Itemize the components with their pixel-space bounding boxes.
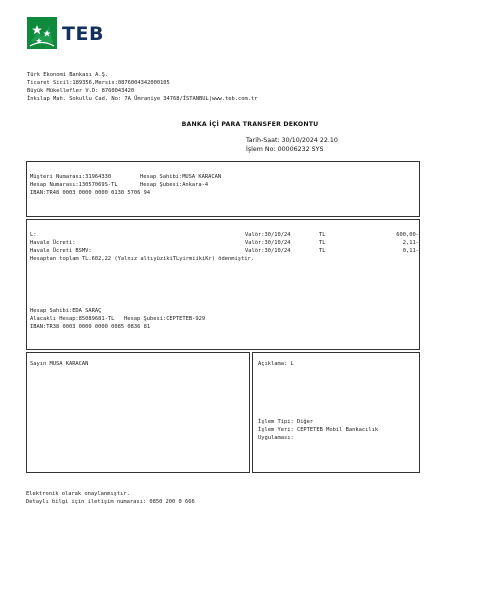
- transaction-row: L: Valör:30/10/24 TL 600,00-: [30, 232, 419, 238]
- receiver-iban: IBAN:TR38 0003 0000 0000 0085 0836 81: [30, 324, 151, 330]
- transaction-box: [26, 219, 420, 350]
- receiver-account-holder: Hesap Sahibi:EDA SARAÇ: [30, 308, 102, 314]
- receiver-account: Alacaklı Hesap:85089681-TL: [30, 316, 115, 322]
- greeting-box: [26, 352, 250, 473]
- transaction-channel: İşlem Yeri: CEPTETEB Mobil Bankacılık: [258, 427, 379, 433]
- footer-notes: [26, 491, 195, 507]
- trade-registry: Ticaret Sicil:189356,Mersis:0876004342000105: [27, 79, 170, 86]
- transaction-row: Havale Ücreti: Valör:30/10/24 TL 2,11-: [30, 240, 419, 246]
- greeting-text: Sayın MUSA KARACAN: [30, 361, 89, 367]
- receiver-branch: Hesap Şubesi:CEPTETEB-929: [124, 316, 206, 322]
- company-name: Türk Ekonomi Bankası A.Ş.: [27, 72, 109, 78]
- company-info: [27, 72, 257, 104]
- details-box: [252, 352, 420, 473]
- contact-info: Detaylı bilgi için iletişim numarası: 0850 200 0 666: [26, 498, 195, 505]
- description: Açıklama: L: [258, 361, 294, 367]
- sender-account-holder: Hesap Sahibi:MUSA KARACAN: [140, 174, 222, 180]
- sender-account-number: Hesap Numarası:13057069S-TL: [30, 182, 118, 188]
- transaction-datetime: Tarih-Saat: 30/10/2024 22.10: [246, 137, 338, 144]
- application-label: Uygulaması:: [258, 435, 294, 441]
- tax-office: Büyük Mükellefler V.D: 8760043420: [27, 87, 135, 94]
- document-title: BANKA İÇİ PARA TRANSFER DEKONTU: [181, 121, 319, 128]
- transaction-meta: [246, 137, 338, 154]
- sender-iban: IBAN:TR48 0003 0000 0000 0130 5706 94: [30, 190, 151, 196]
- sender-box: [26, 161, 420, 217]
- teb-logo-text: TEB: [62, 23, 104, 45]
- company-address: İnkılap Mah. Sokullu Cad. No: 7A Ümraniye 34768/İSTANBUL|www.teb.com.tr: [27, 95, 258, 102]
- electronic-approval-note: Elektronik olarak onaylanmıştır.: [26, 491, 130, 497]
- sender-branch: Hesap Şubesi:Ankara-4: [140, 182, 209, 188]
- transaction-type: İşlem Tipi: Diğer: [258, 419, 314, 425]
- teb-logo-mark: [27, 17, 57, 49]
- transaction-row: Havale Ücreti BSMV: Valör:30/10/24 TL 0,11-: [30, 248, 419, 254]
- transaction-number: İşlem No: 00006232 SYS: [246, 145, 324, 153]
- total-paid-line: Hesaptan toplam TL.602,22 (Yalnız altıyüzikiTLyirmiikiKr) ödenmiştir.: [30, 256, 254, 262]
- stars-icon: [27, 17, 57, 49]
- customer-number: Müşteri Numarası:31964330: [30, 174, 112, 180]
